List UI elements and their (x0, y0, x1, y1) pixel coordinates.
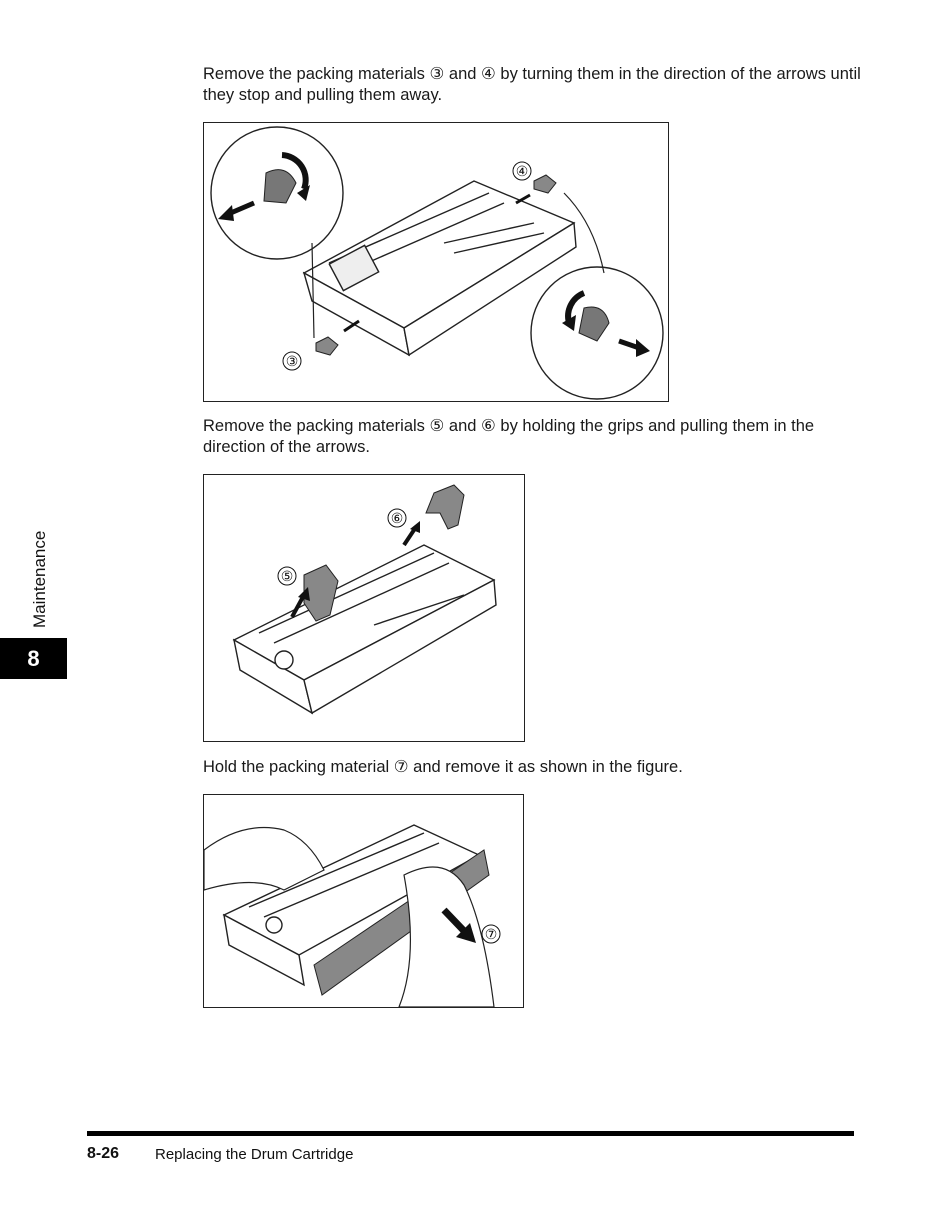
page-number: 8-26 (87, 1145, 120, 1162)
figure-remove-packing-5-6 (203, 474, 525, 742)
callout-4: ④ (515, 163, 529, 179)
footer-section-title: Replacing the Drum Cartridge (155, 1146, 354, 1163)
step-1-instruction: Remove the packing materials ③ and ④ by turning them in the direction of the arrows until they stop and pulling them away. (203, 65, 861, 104)
packing-part-4 (534, 175, 556, 193)
drum-cartridge-illustration-2 (204, 475, 524, 741)
packing-part-6 (426, 485, 464, 529)
right-hand (399, 867, 494, 1007)
step-2-instruction: Remove the packing materials ⑤ and ⑥ by holding the grips and pulling them in the direction of the arrows. (203, 417, 815, 456)
figure-remove-packing-7 (203, 794, 524, 1008)
packing-part-3 (316, 337, 338, 355)
footer-rule (87, 1131, 854, 1136)
callout-6: ⑥ (390, 510, 404, 526)
step-3-instruction: Hold the packing material ⑦ and remove it as shown in the figure. (203, 758, 683, 776)
drum-cartridge-illustration-3 (204, 795, 523, 1007)
callout-3: ③ (285, 353, 299, 369)
callout-7: ⑦ (484, 926, 498, 942)
figure-remove-packing-3-4 (203, 122, 669, 402)
sidebar-section-label: Maintenance (30, 530, 49, 628)
chapter-number-tab: 8 (0, 638, 67, 679)
drum-cartridge-illustration-1 (204, 123, 668, 401)
callout-5: ⑤ (280, 568, 294, 584)
